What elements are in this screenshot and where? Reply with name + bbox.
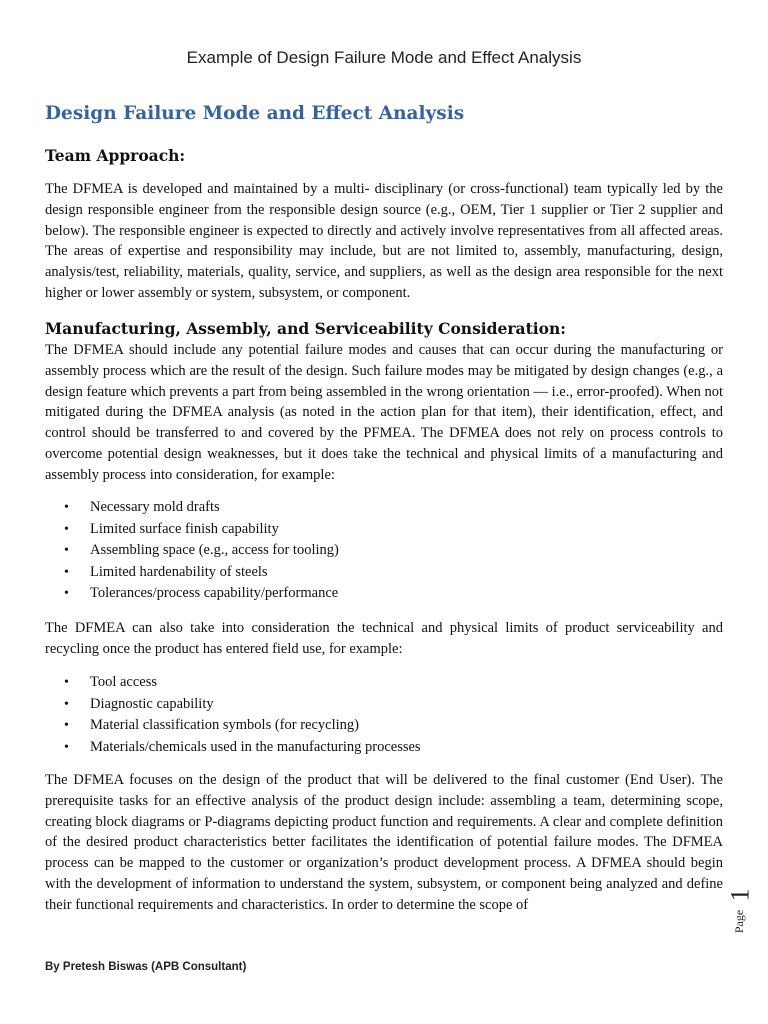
document-title: Design Failure Mode and Effect Analysis <box>45 103 465 124</box>
manufacturing-heading: Manufacturing, Assembly, and Serviceability Consideration: <box>45 319 566 338</box>
list-item: • Material classification symbols (for recycling) <box>45 715 421 737</box>
list-item: • Materials/chemicals used in the manufacturing processes <box>45 737 421 759</box>
page-header: Example of Design Failure Mode and Effect Analysis <box>186 48 582 67</box>
list-item: • Limited hardenability of steels <box>45 562 339 584</box>
manufacturing-paragraph: The DFMEA should include any potential failure modes and causes that can occur during the manufacturing or assembly process which are the result of the design. Such failure modes may be mitigated by design changes (e.g., a design feature which prevents a part from being assembled in the wrong orientation — i.e., error-proofed). When not mitigated during the DFMEA analysis (as noted in the action plan for that item), their identification, effect, and control should be transferred to and covered by the PFMEA. The DFMEA does not rely on process controls to overcome potential design weaknesses, but it does take the technical and physical limits of a manufacturing and assembly process into consideration, for example: <box>45 342 723 483</box>
team-approach-paragraph: The DFMEA is developed and maintained by a multi- disciplinary (or cross-functional) team typically led by the design responsible engineer from the responsible design source (e.g., OEM, Tier 1 supplier or Tier 2 supplier and below). The responsible engineer is expected to directly and actively involve representatives from all affected areas. The areas of expertise and responsibility may include, but are not limited to, assembly, manufacturing, design, analysis/test, reliability, materials, quality, service, and suppliers, as well as the design area responsible for the next higher or lower assembly or system, subsystem, or component. <box>45 181 723 301</box>
list-item: • Assembling space (e.g., access for tooling) <box>45 540 339 562</box>
list-item: • Diagnostic capability <box>45 694 421 716</box>
list-item: • Necessary mold drafts <box>45 497 339 519</box>
serviceability-paragraph: The DFMEA can also take into consideration the technical and physical limits of product serviceability and recycling once the product has entered field use, for example: <box>45 620 723 657</box>
list-item: • Tolerances/process capability/performance <box>45 583 339 605</box>
page-number-marker <box>725 888 762 948</box>
page-label: Page <box>732 909 747 934</box>
page-number: 1 <box>725 888 755 902</box>
dfmea-focus-paragraph: The DFMEA focuses on the design of the product that will be delivered to the final customer (End User). The prerequisite tasks for an effective analysis of the product design include: assembling a team, determining scope, creating block diagrams or P-diagrams depicting product function and requirements. A clear and complete definition of the desired product characteristics better facilitates the identification of potential failure modes. The DFMEA process can be mapped to the customer or organization’s product development process. A DFMEA should begin with the development of information to understand the system, subsystem, or component being analyzed and define their functional requirements and characteristics. In order to determine the scope of <box>45 772 723 913</box>
footer-author: By Pretesh Biswas (APB Consultant) <box>45 961 247 973</box>
team-approach-heading: Team Approach: <box>45 146 186 165</box>
list-item: • Tool access <box>45 672 421 694</box>
manufacturing-limits-list <box>45 497 339 605</box>
serviceability-limits-list <box>45 672 421 758</box>
list-item: • Limited surface finish capability <box>45 519 339 541</box>
